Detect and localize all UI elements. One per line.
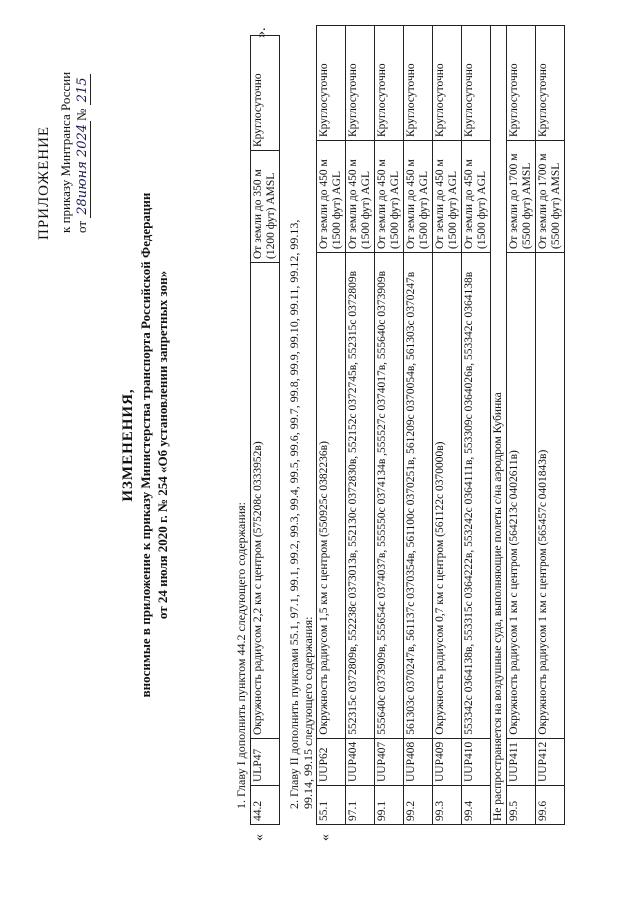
zone-time: Круглосуточно [536, 26, 565, 141]
zone-altitude: От земли до 450 м (1500 фут) AGL [375, 141, 404, 253]
zone-altitude: От земли до 450 м (1500 фут) AGL [433, 141, 462, 253]
handwritten-number: 215 [75, 75, 91, 106]
table-row [375, 26, 404, 825]
zone-boundary: 561303с 0370247в, 561137с 0370354в, 561100с 0370251в, 561209с 0370054в, 561303с 0370247в [404, 253, 433, 739]
zone-boundary: Окружность радиусом 1,5 км с центром (550925с 0382236в) [317, 253, 346, 739]
table-row [491, 26, 507, 825]
zone-code: UUP408 [404, 738, 433, 785]
zone-altitude: От земли до 450 м (1500 фут) AGL [404, 141, 433, 253]
zone-time: Круглосуточно [251, 36, 280, 151]
item1-text: 1. Главу I дополнить пунктом 44.2 следующего содержания: [234, 502, 248, 809]
zone-time: Круглосуточно [375, 26, 404, 141]
table-row [317, 26, 346, 825]
zone-altitude: От земли до 450 м (1500 фут) AGL [346, 141, 375, 253]
table-row [433, 26, 462, 825]
zone-time: Круглосуточно [507, 26, 536, 141]
zone-number: 99.6 [536, 786, 565, 825]
zone-time: Круглосуточно [433, 26, 462, 141]
zone-altitude: От земли до 450 м (1500 фут) AGL [317, 141, 346, 253]
zone-boundary: 555640с 0373909в, 555654с 0374037в, 555550с 0374134в ,555527с 0374017в, 555640с 0373909в [375, 253, 404, 739]
zone-number: 99.1 [375, 786, 404, 825]
zone-number: 99.5 [507, 786, 536, 825]
table-row [507, 26, 536, 825]
zone-code: UUP404 [346, 738, 375, 785]
item1-open-quote: « [252, 834, 267, 841]
zone-boundary: 552315с 0372809в, 552238с 0373013в, 552130с 0372830в, 552152с 0372745в, 552315с 0372809в [346, 253, 375, 739]
zone-boundary: Окружность радиусом 1 км с центром (564213с 0402611в) [507, 253, 536, 739]
item2-text-line2: 99.14, 99.15 следующего содержания: [301, 616, 315, 809]
item2-text-line1: 2. Главу II дополнить пунктами 55.1, 97.1, 99.1, 99.2, 99.3, 99.4, 99.5, 99.6, 99.7, 99.8, 99.9, 99.10, 99.11, 99.12, 99.13, [287, 219, 301, 809]
table-row [251, 36, 280, 825]
zone-number: 97.1 [346, 786, 375, 825]
zone-boundary: Окружность радиусом 2,2 км с центром (575208с 0333952в) [251, 263, 280, 739]
appendix-title: ПРИЛОЖЕНИЕ [36, 125, 52, 240]
zone-code: ULP47 [251, 739, 280, 786]
table-row [462, 26, 491, 825]
zone-time: Круглосуточно [317, 26, 346, 141]
zone-boundary: Окружность радиусом 0,7 км с центром (561122с 0370000в) [433, 253, 462, 739]
zone-altitude: От земли до 450 м (1500 фут) AGL [462, 141, 491, 253]
table-row [404, 26, 433, 825]
appendix-date-line [74, 75, 90, 234]
document-heading [120, 135, 171, 755]
zone-number: 99.4 [462, 786, 491, 825]
number-prefix: № [74, 108, 89, 121]
item1-table [250, 35, 280, 825]
zone-number: 99.2 [404, 786, 433, 825]
zone-code: UUP62 [317, 738, 346, 785]
zone-code: UUP409 [433, 738, 462, 785]
item2-table [316, 25, 565, 825]
zone-time: Круглосуточно [462, 26, 491, 141]
zone-altitude: От земли до 1700 м (5500 фут) AMSL [536, 141, 565, 253]
date-prefix: от [74, 220, 89, 233]
heading-subtitle: вносимые в приложение к приказу Министерства транспорта Российской Федерации [138, 192, 153, 698]
heading-title: ИЗМЕНЕНИЯ, [120, 388, 136, 502]
zone-code: UUP410 [462, 738, 491, 785]
zone-time: Круглосуточно [404, 26, 433, 141]
zone-code: UUP412 [536, 738, 565, 785]
zone-code: UUP407 [375, 738, 404, 785]
zone-altitude: От земли до 1700 м (5500 фут) AMSL [507, 141, 536, 253]
table-row [536, 26, 565, 825]
row-remark: Не распространяется на воздушные суда, выполняющие полеты с/на аэродром Кубинка [491, 26, 507, 825]
zone-altitude: От земли до 350 м (1200 фут) AMSL [251, 151, 280, 263]
zone-number: 99.3 [433, 786, 462, 825]
zone-time: Круглосуточно [346, 26, 375, 141]
handwritten-date: 28июня 2024 [75, 121, 91, 218]
table-row [346, 26, 375, 825]
heading-order-ref: от 24 июля 2020 г. № 254 «Об установлении запретных зон» [155, 270, 170, 620]
zone-code: UUP411 [507, 738, 536, 785]
zone-boundary: Окружность радиусом 1 км с центром (565457с 0401843в) [536, 253, 565, 739]
zone-number: 55.1 [317, 786, 346, 825]
item2-open-quote: « [318, 834, 333, 841]
item1-close-quote: ». [254, 27, 269, 38]
zone-boundary: 553342с 0364138в, 553315с 0364222в, 553242с 0364111в, 553309с 0364026в, 553342с 0364138в [462, 253, 491, 739]
appendix-order-line: к приказу Минтранса России [58, 71, 73, 233]
zone-number: 44.2 [251, 786, 280, 825]
